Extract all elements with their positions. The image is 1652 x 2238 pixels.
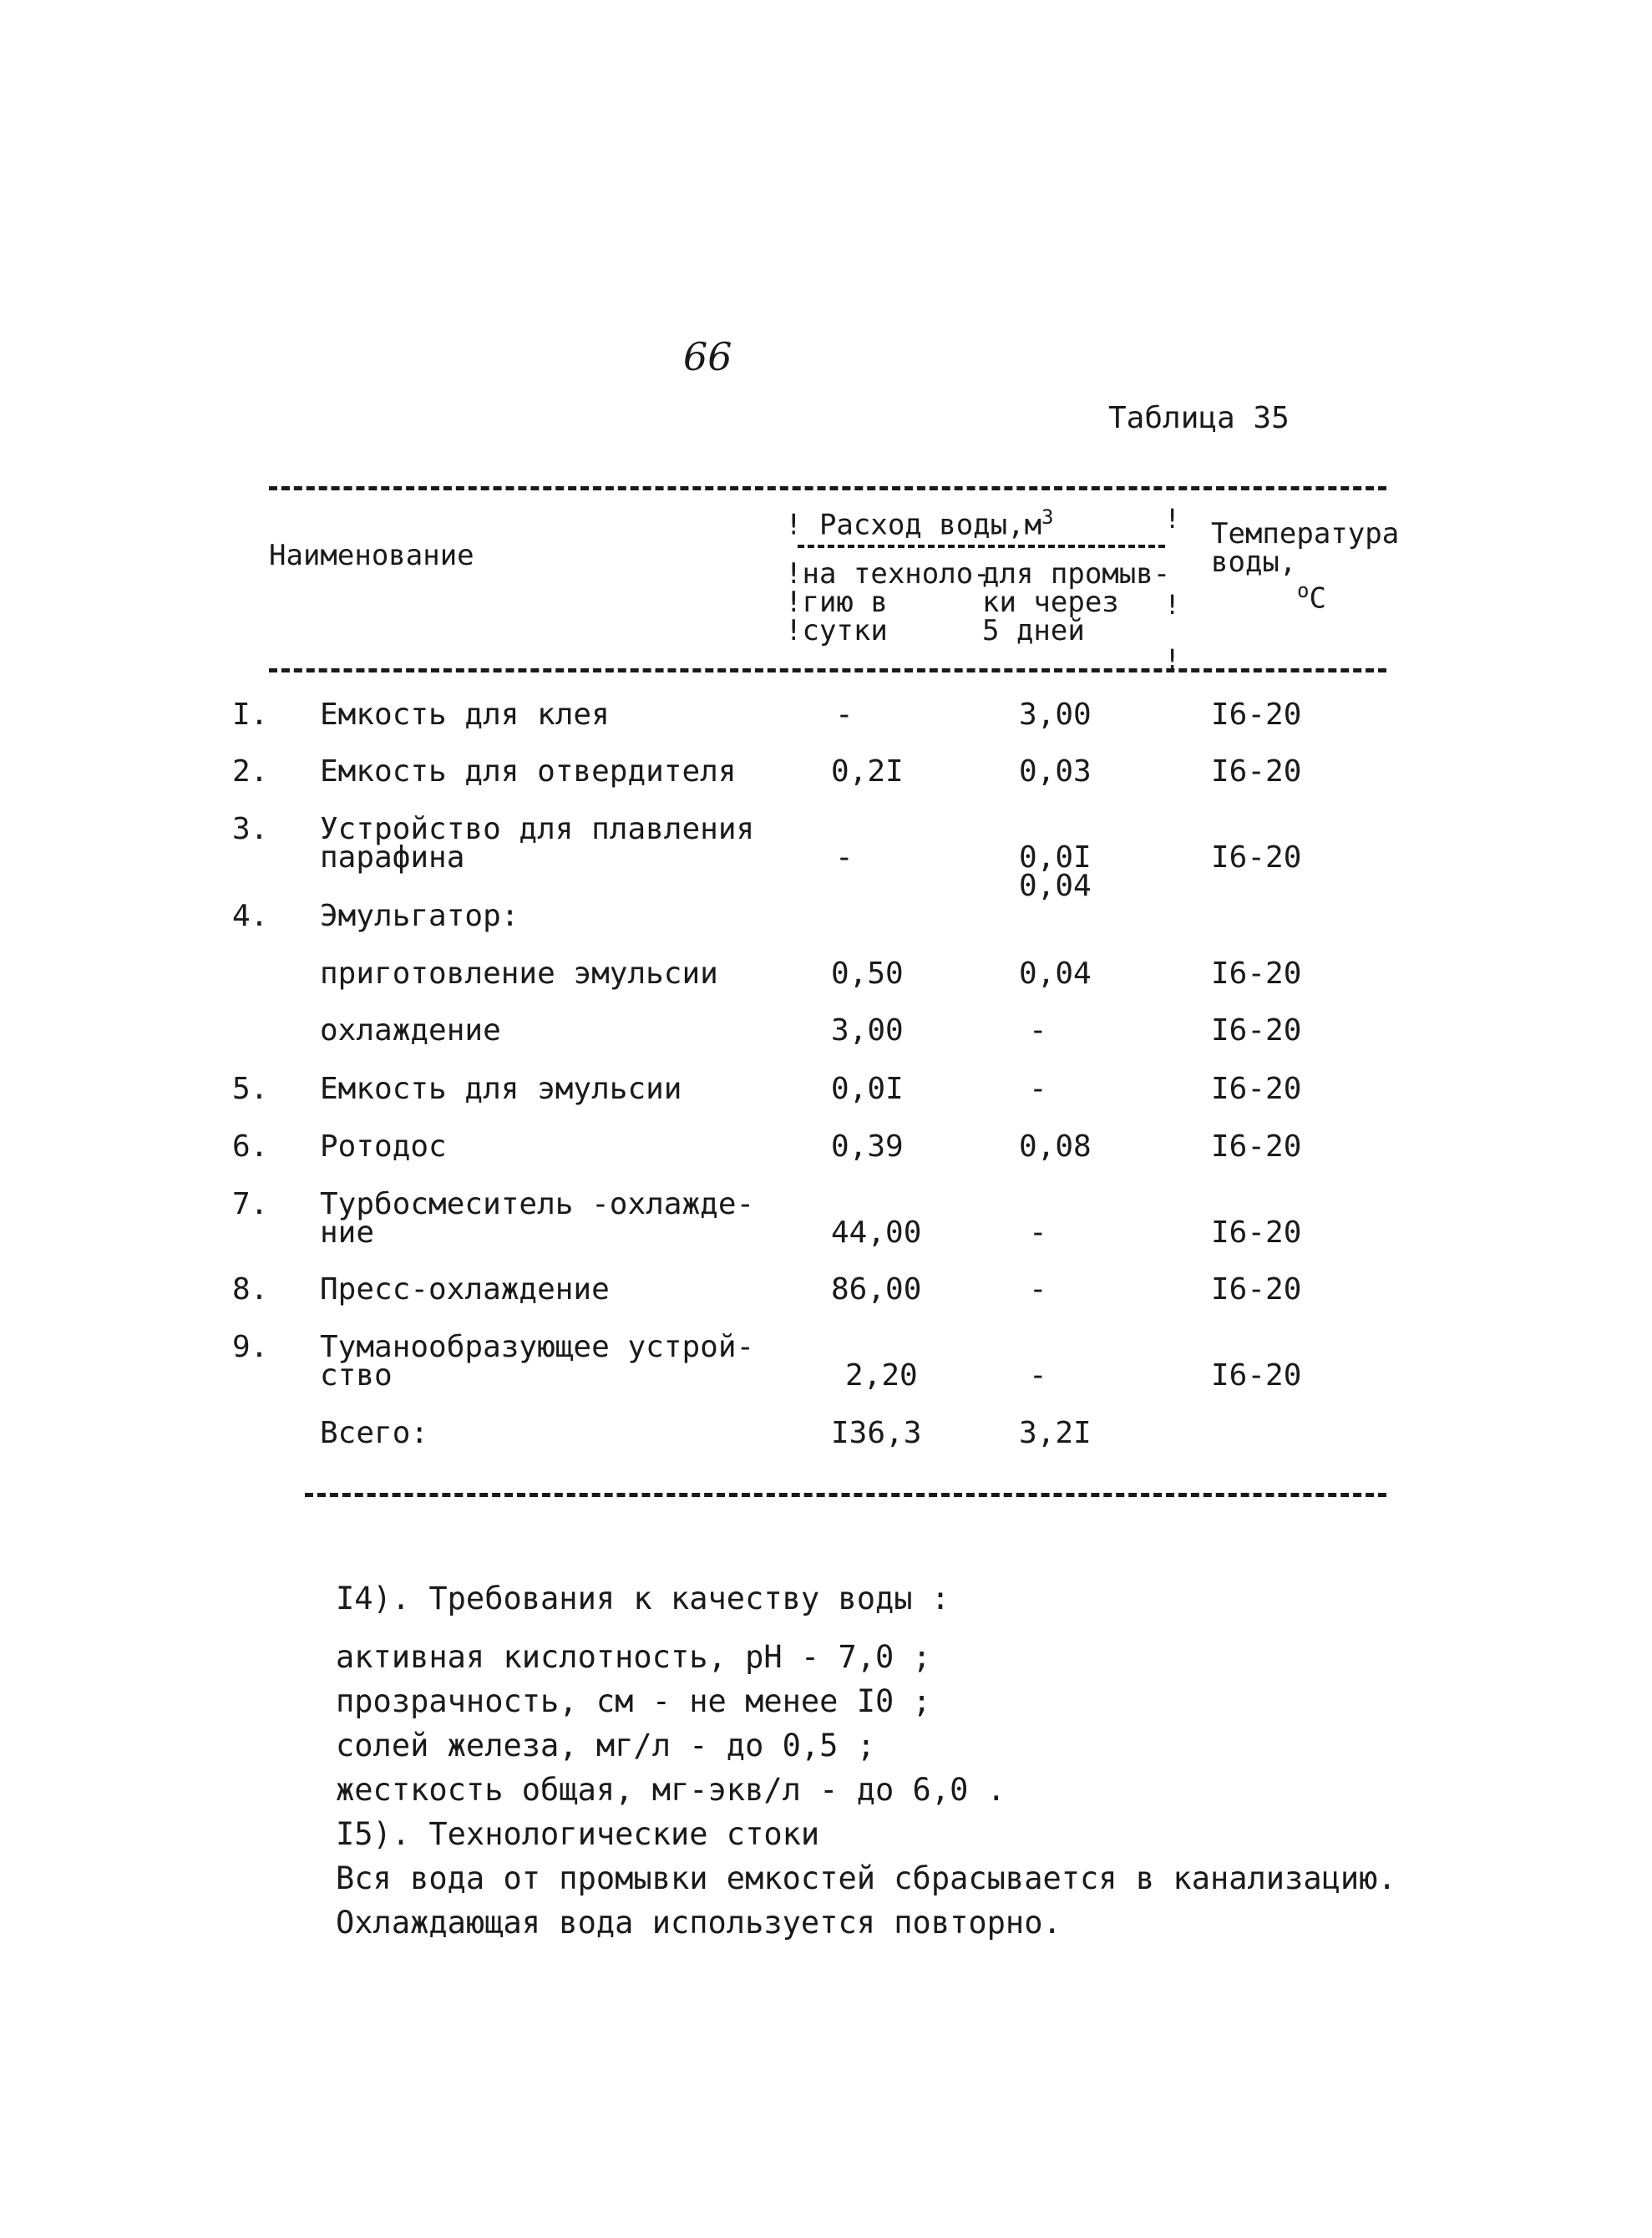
row-name: ство	[320, 1358, 393, 1393]
row-wash: 0,0I	[1019, 840, 1092, 875]
row-name: Туманообразующее устрой-	[320, 1330, 755, 1364]
row-temp: I6-20	[1211, 957, 1302, 991]
header-sub-rule	[798, 545, 1165, 548]
header-temp	[1211, 517, 1400, 579]
total-label: Всего:	[320, 1416, 429, 1450]
row-tech: 0,2I	[831, 754, 904, 789]
row-name: приготовление эмульсии	[320, 957, 718, 991]
row-temp: I6-20	[1211, 1272, 1302, 1307]
row-name: Емкость для отвердителя	[320, 754, 737, 789]
row-tech: 0,39	[831, 1129, 904, 1164]
row-temp: I6-20	[1211, 1129, 1302, 1164]
row-tech: -	[835, 698, 854, 732]
header-consumption-label: ! Расход воды,м	[785, 508, 1042, 542]
row-wash: 3,00	[1019, 698, 1092, 732]
row-temp: I6-20	[1211, 840, 1302, 875]
row-wash: -	[1029, 1272, 1047, 1307]
row-wash: 0,04	[1019, 869, 1092, 903]
row-name: Емкость для эмульсии	[320, 1072, 682, 1106]
row-tech: 86,00	[831, 1272, 922, 1307]
row-number: 9.	[232, 1330, 269, 1364]
row-number: 2.	[232, 754, 269, 789]
row-wash: 0,03	[1019, 754, 1092, 789]
header-name: Наименование	[269, 539, 474, 572]
row-tech: 3,00	[831, 1013, 904, 1048]
note-line: Охлаждающая вода используется повторно.	[336, 1905, 1062, 1941]
section-heading: I4). Требования к качеству воды :	[336, 1581, 950, 1616]
note-line: жесткость общая, мг-экв/л - до 6,0 .	[336, 1772, 1006, 1808]
row-name: Ротодос	[320, 1129, 447, 1164]
table-header-rule	[269, 668, 1386, 672]
header-consumption	[785, 503, 1054, 542]
row-wash: -	[1029, 1013, 1047, 1048]
header-col-tech-line: !сутки	[785, 614, 888, 647]
row-tech: 2,20	[845, 1358, 918, 1393]
header-temp-unit-sup: о	[1297, 579, 1310, 602]
row-number: 6.	[232, 1129, 269, 1164]
row-temp: I6-20	[1211, 1072, 1302, 1106]
header-col-bang: !	[1164, 643, 1181, 675]
row-number: I.	[232, 698, 269, 732]
table-top-rule	[269, 486, 1386, 490]
note-line: Вся вода от промывки емкостей сбрасывается в канализацию.	[336, 1860, 1396, 1896]
row-name: Емкость для клея	[320, 698, 610, 732]
row-tech: 0,0I	[831, 1072, 904, 1106]
note-line: активная кислотность, рН - 7,0 ;	[336, 1639, 931, 1675]
row-temp: I6-20	[1211, 698, 1302, 732]
row-name: парафина	[320, 840, 465, 875]
row-name: охлаждение	[320, 1013, 501, 1048]
row-name: Устройство для плавления	[320, 812, 755, 846]
header-temp-unit-label: С	[1309, 581, 1326, 616]
total-tech: I36,3	[831, 1416, 922, 1450]
row-temp: I6-20	[1211, 1215, 1302, 1250]
header-temp-unit	[1297, 576, 1326, 616]
header-col-wash-line: для промыв-	[982, 557, 1171, 591]
row-temp: I6-20	[1211, 754, 1302, 789]
header-col-tech	[785, 557, 991, 647]
row-number: 3.	[232, 812, 269, 846]
row-temp: I6-20	[1211, 1358, 1302, 1393]
total-wash: 3,2I	[1019, 1416, 1092, 1450]
row-wash: -	[1029, 1072, 1047, 1106]
row-wash: -	[1029, 1215, 1047, 1250]
header-temp-line: Температура	[1211, 517, 1400, 551]
header-col-tech-line: !гию в	[785, 586, 888, 619]
note-line: солей железа, мг/л - до 0,5 ;	[336, 1728, 876, 1764]
table-label: Таблица 35	[1108, 401, 1290, 435]
header-consumption-bang: !	[1164, 503, 1181, 535]
row-tech: 44,00	[831, 1215, 922, 1250]
row-number: 8.	[232, 1272, 269, 1307]
row-wash: -	[1029, 1358, 1047, 1393]
header-col-bang: !	[1164, 589, 1181, 621]
row-tech: -	[835, 840, 854, 875]
header-col-wash-line: 5 дней	[982, 614, 1085, 647]
row-name: Эмульгатор:	[320, 899, 519, 933]
row-name: ние	[320, 1215, 375, 1250]
row-number: 5.	[232, 1072, 269, 1106]
row-number: 7.	[232, 1187, 269, 1221]
row-wash: 0,04	[1019, 957, 1092, 991]
row-wash: 0,08	[1019, 1129, 1092, 1164]
section-heading: I5). Технологические стоки	[336, 1816, 820, 1852]
note-line: прозрачность, см - не менее I0 ;	[336, 1683, 931, 1719]
row-temp: I6-20	[1211, 1013, 1302, 1048]
row-name: Турбосмеситель -охлажде-	[320, 1187, 755, 1221]
row-name: Пресс-охлаждение	[320, 1272, 610, 1307]
row-tech: 0,50	[831, 957, 904, 991]
row-number: 4.	[232, 899, 269, 933]
page-number: 66	[683, 334, 732, 379]
header-consumption-unit-sup: 3	[1041, 505, 1054, 529]
table-bottom-rule	[305, 1493, 1386, 1497]
header-col-wash-line: ки через	[982, 586, 1119, 619]
header-temp-line: воды,	[1211, 546, 1297, 579]
header-col-wash	[982, 557, 1171, 647]
header-col-tech-line: !на техноло-	[785, 557, 991, 591]
